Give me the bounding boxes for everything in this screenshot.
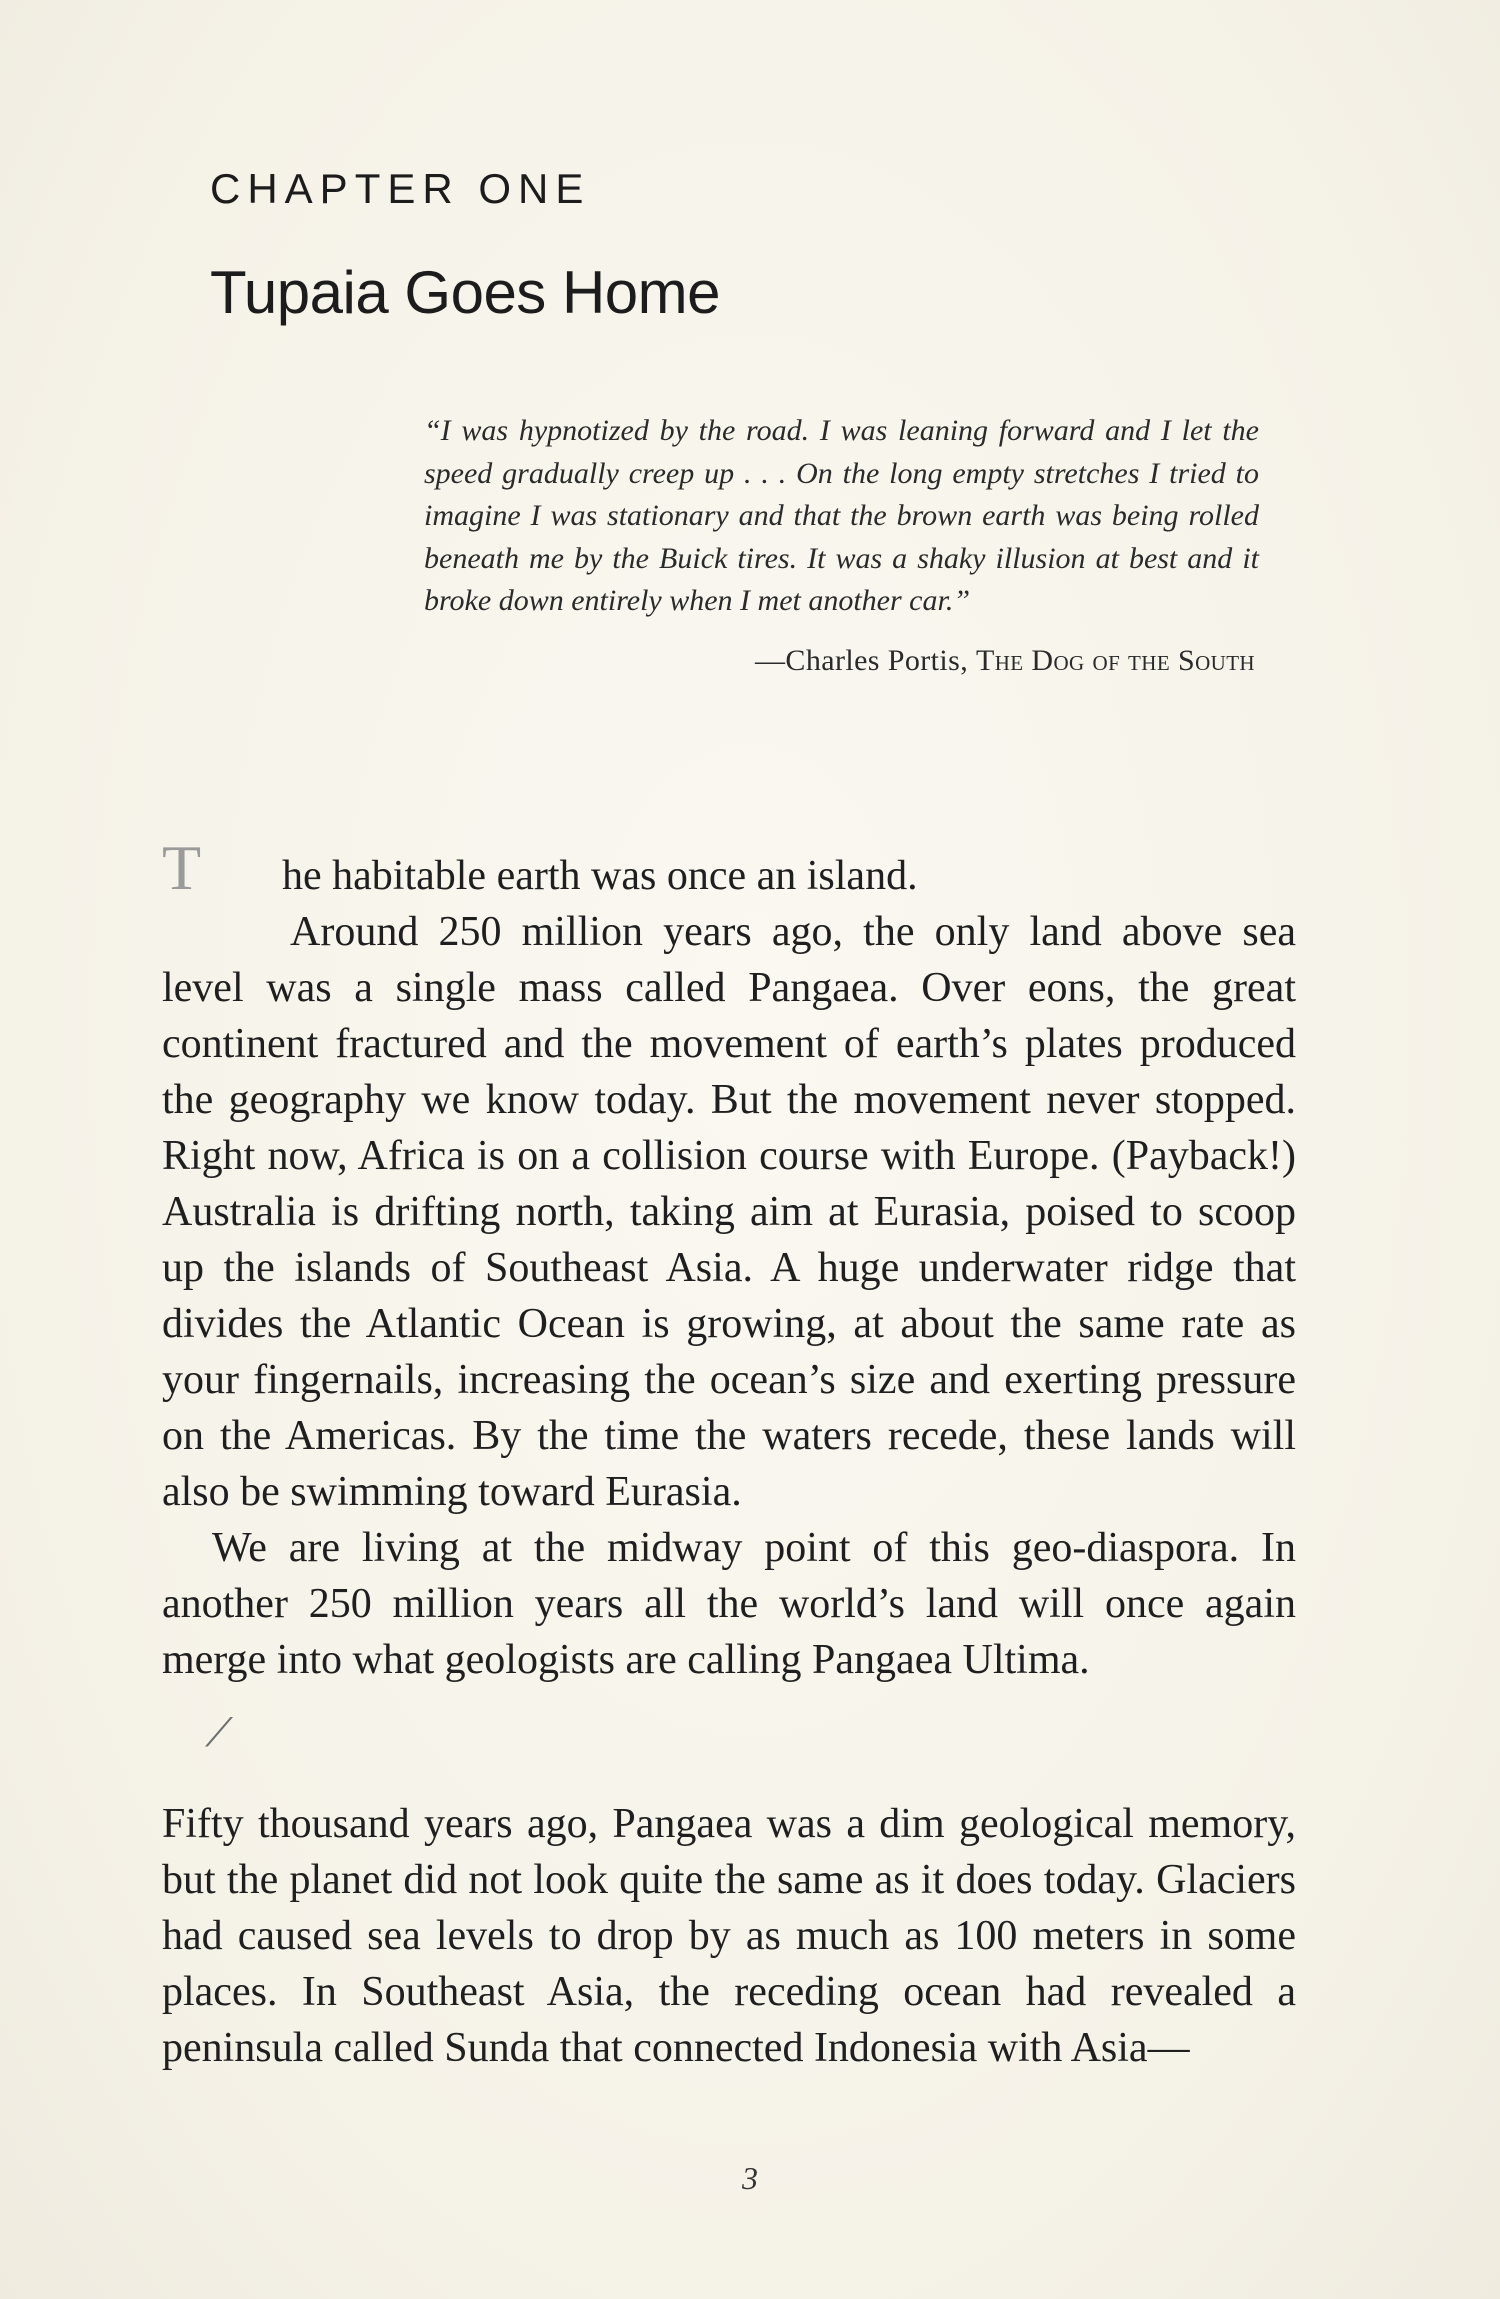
drop-cap: T	[162, 832, 202, 903]
attribution-work: The Dog of the South	[976, 644, 1255, 677]
epigraph-quote: “I was hypnotized by the road. I was leaning forward and I let the speed gradually creep up . . . On the long empty stretches I tried to imagine I was stationary and that the brown earth was being rolled beneath me by the Buick tires. It was a shaky illusion at best and it broke down entirely when I met another car.”	[424, 414, 1259, 617]
opening-line-text: he habitable earth was once an island.	[282, 853, 918, 899]
chapter-label: CHAPTER ONE	[210, 165, 591, 212]
body-section-1	[162, 832, 1296, 1688]
opening-line	[162, 832, 1296, 904]
chapter-title: Tupaia Goes Home	[210, 259, 721, 326]
epigraph-attribution	[755, 644, 1255, 678]
paragraph-3: Fifty thousand years ago, Pangaea was a dim geological memory, but the planet did not look quite the same as it does today. Glaciers had caused sea levels to drop by as much as 100 meters in some places. In Southeast Asia, the receding ocean had revealed a peninsula called Sunda that connected Indonesia with Asia—	[162, 1801, 1296, 2071]
page-number: 3	[742, 2160, 758, 2196]
attribution-author: —Charles Portis,	[755, 644, 976, 677]
section-break-ornament: ⟋	[205, 1710, 233, 1756]
paragraph-2: We are living at the midway point of this geo-diaspora. In another 250 million years all the world’s land will once again merge into what geologists are calling Pangaea Ultima.	[162, 1525, 1296, 1683]
paragraph-1: Around 250 million years ago, the only land above sea level was a single mass called Pangaea. Over eons, the great continent fractured and the movement of earth’s plates produced the geography we know today. But the movement never stopped. Right now, Africa is on a collision course with Europe. (Payback!) Australia is drifting north, taking aim at Eurasia, poised to scoop up the islands of Southeast Asia. A huge underwater ridge that divides the Atlantic Ocean is growing, at about the same rate as your fingernails, increasing the ocean’s size and exerting pressure on the Americas. By the time the waters recede, these lands will also be swimming toward Eurasia.	[162, 909, 1296, 1515]
body-section-2	[162, 1796, 1296, 2076]
